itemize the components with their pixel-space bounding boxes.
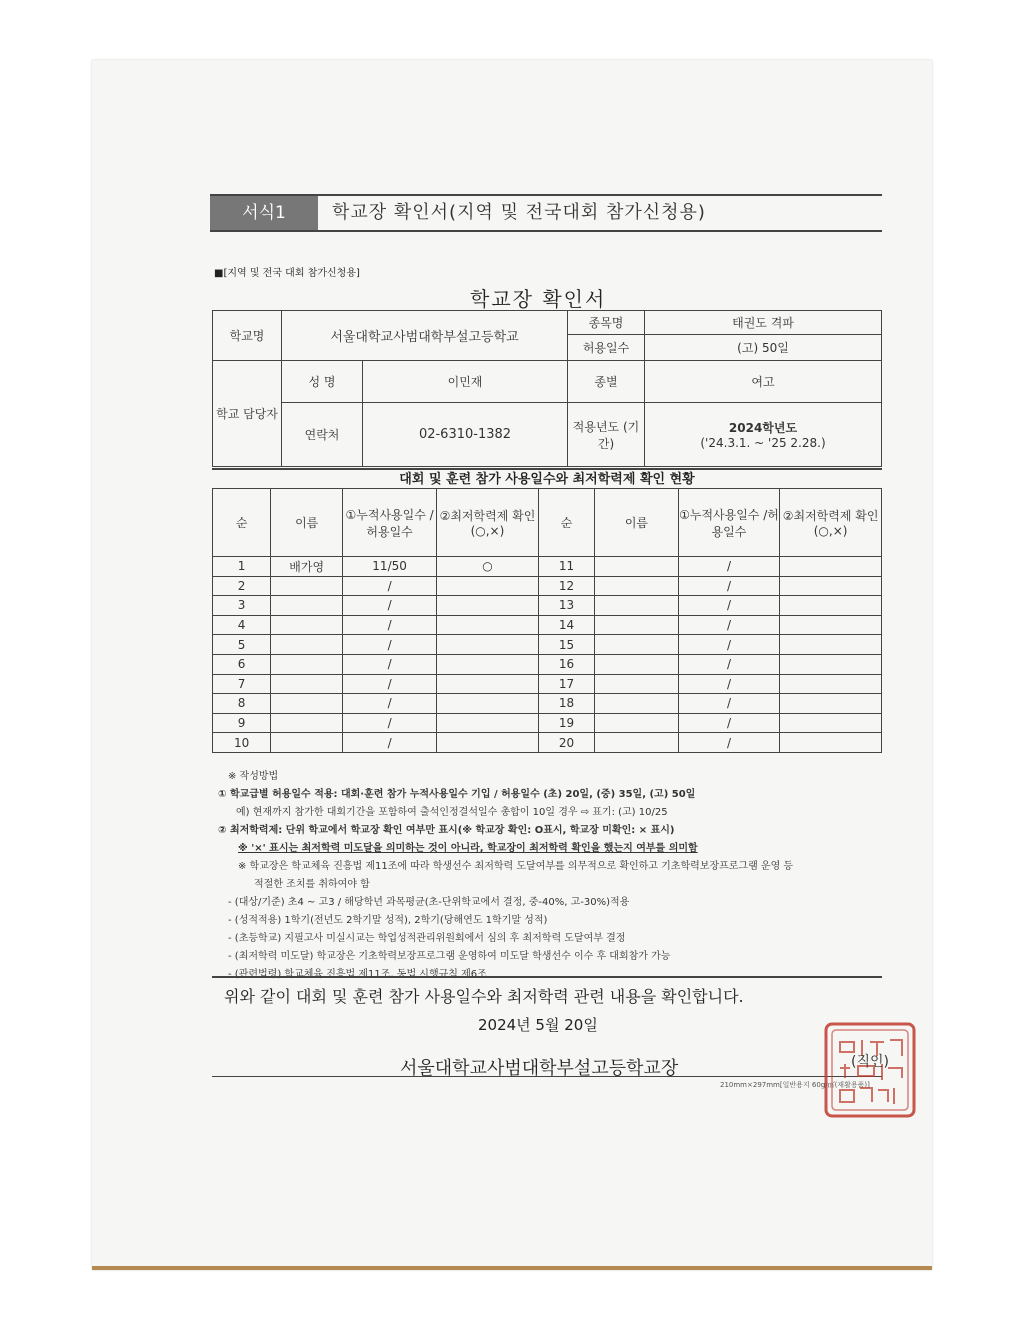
detail-3: - (초등학교) 지필고사 미실시교는 학업성적관리위원회에서 심의 후 최저학력 도달여부 결정: [228, 933, 626, 944]
status-cell: [437, 596, 539, 616]
status-cell: /: [678, 674, 779, 694]
status-cell: 배가영: [271, 557, 343, 577]
year-value: 2024학년도: [728, 421, 798, 435]
status-cell: 7: [213, 674, 271, 694]
status-cell: [271, 654, 343, 674]
status-cell: /: [678, 733, 779, 753]
status-row: [213, 596, 882, 616]
status-cell: /: [343, 596, 437, 616]
status-cell: 13: [538, 596, 594, 616]
event-label: 종목명: [568, 311, 645, 335]
status-cell: [271, 694, 343, 714]
status-cell: [780, 576, 882, 596]
status-cell: [595, 596, 679, 616]
detail-2: - (성적적용) 1학기(전년도 2학기말 성적), 2학기(당해연도 1학기말 성적): [228, 915, 548, 926]
note-1-example: 예) 현재까지 참가한 대회기간을 포함하여 출석인정결석일수 총합이 10일 경우 ⇨ 표기: (고) 10/25: [236, 807, 668, 818]
status-header-cell: ②최저학력제 확인(○,×): [437, 489, 539, 557]
confirmation-text: [212, 976, 882, 1007]
status-cell: /: [343, 674, 437, 694]
status-cell: [780, 733, 882, 753]
status-row: [213, 615, 882, 635]
status-cell: [437, 733, 539, 753]
status-cell: [595, 733, 679, 753]
status-cell: 12: [538, 576, 594, 596]
event-value: 태권도 격파: [645, 311, 882, 335]
school-label: 학교명: [213, 311, 282, 361]
instructions: [218, 768, 888, 984]
status-cell: 11: [538, 557, 594, 577]
status-cell: [271, 576, 343, 596]
status-header-cell: ②최저학력제 확인(○,×): [780, 489, 882, 557]
status-heading: 대회 및 훈련 참가 사용일수와 최저학력제 확인 현황: [212, 468, 882, 490]
instructions-title: ※ 작성방법: [228, 771, 279, 782]
issue-date: 2024년 5월 20일: [478, 1016, 598, 1034]
status-table-body: [213, 557, 882, 753]
allowed-days-value: (고) 50일: [645, 335, 882, 361]
school-seal-stamp: [822, 1020, 918, 1120]
status-cell: [595, 674, 679, 694]
status-cell: [271, 674, 343, 694]
contact-value: 02-6310-1382: [363, 403, 568, 467]
status-cell: [437, 654, 539, 674]
status-header-cell: 이름: [595, 489, 679, 557]
status-cell: [780, 674, 882, 694]
status-cell: 3: [213, 596, 271, 616]
status-cell: /: [678, 694, 779, 714]
status-row: [213, 557, 882, 577]
status-cell: [271, 713, 343, 733]
name-value: 이민재: [363, 361, 568, 403]
contact-label: 연락처: [282, 403, 363, 467]
status-cell: [595, 713, 679, 733]
status-cell: 17: [538, 674, 594, 694]
form-title: 학교장 확인서(지역 및 전국대회 참가신청용): [332, 202, 706, 223]
status-row: [213, 694, 882, 714]
status-cell: [595, 694, 679, 714]
year-label: 적용년도 (기간): [568, 403, 645, 467]
status-cell: [780, 635, 882, 655]
status-cell: 2: [213, 576, 271, 596]
manager-label: 학교 담당자: [213, 361, 282, 467]
status-cell: [780, 596, 882, 616]
status-header-cell: ①누적사용일수 /허용일수: [678, 489, 779, 557]
note-2-a: ※ '×' 표시는 최저학력 미도달을 의미하는 것이 아니라, 학교장이 최저학력 확인을 했는지 여부를 의미함: [238, 843, 698, 854]
seal-mark: (직인): [851, 1054, 889, 1070]
form-subtitle: ■[지역 및 전국 대회 참가신청용]: [214, 268, 360, 279]
status-header-cell: 이름: [271, 489, 343, 557]
status-cell: /: [678, 557, 779, 577]
status-cell: [595, 615, 679, 635]
note-2-c: 적절한 조치를 취하여야 함: [254, 879, 370, 890]
note-1: ① 학교급별 허용일수 적용: 대회·훈련 참가 누적사용일수 기입 / 허용일수 (초) 20일, (중) 35일, (고) 50일: [218, 789, 696, 800]
status-cell: /: [343, 576, 437, 596]
status-row: [213, 635, 882, 655]
year-period: ('24.3.1. ~ '25 2.28.): [700, 436, 826, 450]
status-cell: 8: [213, 694, 271, 714]
status-header-cell: 순: [213, 489, 271, 557]
status-cell: 5: [213, 635, 271, 655]
status-cell: [595, 635, 679, 655]
note-2-b: ※ 학교장은 학교체육 진흥법 제11조에 따라 학생선수 최저학력 도달여부를 의무적으로 확인하고 기초학력보장프로그램 운영 등: [238, 861, 794, 872]
category-label: 종별: [568, 361, 645, 403]
status-cell: [271, 635, 343, 655]
status-cell: [780, 615, 882, 635]
detail-5: - (관련법령) 학교체육 진흥법 제11조, 동법 시행규칙 제6조: [228, 969, 487, 980]
footer-divider: [212, 1076, 882, 1077]
principal-title: 서울대학교사범대학부설고등학교장: [400, 1058, 679, 1079]
status-cell: /: [343, 654, 437, 674]
status-cell: [437, 576, 539, 596]
status-row: [213, 654, 882, 674]
status-cell: 16: [538, 654, 594, 674]
status-cell: /: [678, 615, 779, 635]
status-cell: [437, 694, 539, 714]
status-header-cell: 순: [538, 489, 594, 557]
status-cell: 15: [538, 635, 594, 655]
form-header-bar: [210, 194, 882, 232]
status-cell: [437, 713, 539, 733]
paper-spec: 210mm×297mm[일반용지 60g/㎡(재활용품)]: [720, 1081, 870, 1089]
status-cell: 20: [538, 733, 594, 753]
status-cell: /: [678, 596, 779, 616]
status-cell: [271, 615, 343, 635]
status-cell: 6: [213, 654, 271, 674]
form-tag: 서식1: [210, 196, 318, 230]
status-cell: [780, 557, 882, 577]
status-row: [213, 576, 882, 596]
status-cell: /: [343, 615, 437, 635]
status-cell: [595, 576, 679, 596]
status-cell: /: [343, 733, 437, 753]
status-cell: 10: [213, 733, 271, 753]
allowed-days-label: 허용일수: [568, 335, 645, 361]
status-cell: ○: [437, 557, 539, 577]
status-cell: /: [678, 576, 779, 596]
status-cell: [271, 733, 343, 753]
status-row: [213, 713, 882, 733]
status-cell: 9: [213, 713, 271, 733]
status-cell: [437, 674, 539, 694]
status-cell: /: [343, 713, 437, 733]
status-cell: 19: [538, 713, 594, 733]
school-value: 서울대학교사범대학부설고등학교: [282, 311, 568, 361]
info-table: [212, 310, 882, 467]
status-cell: [595, 557, 679, 577]
status-cell: [780, 694, 882, 714]
status-cell: 1: [213, 557, 271, 577]
status-cell: [780, 713, 882, 733]
status-cell: /: [678, 635, 779, 655]
status-row: [213, 674, 882, 694]
status-header-row: [213, 489, 882, 557]
status-cell: /: [343, 694, 437, 714]
status-cell: 14: [538, 615, 594, 635]
status-cell: 4: [213, 615, 271, 635]
status-cell: /: [678, 654, 779, 674]
category-value: 여고: [645, 361, 882, 403]
detail-4: - (최저학력 미도달) 학교장은 기초학력보장프로그램 운영하여 미도달 학생선수 이수 후 대회참가 가능: [228, 951, 671, 962]
status-row: [213, 733, 882, 753]
status-header-cell: ①누적사용일수 /허용일수: [343, 489, 437, 557]
status-cell: [437, 635, 539, 655]
name-label: 성 명: [282, 361, 363, 403]
status-cell: [780, 654, 882, 674]
confirmation-sentence: 위와 같이 대회 및 훈련 참가 사용일수와 최저학력 관련 내용을 확인합니다.: [224, 987, 744, 1006]
status-cell: /: [343, 635, 437, 655]
document-title: 학교장 확인서: [470, 287, 607, 311]
detail-1: - (대상/기준) 초4 ~ 고3 / 해당학년 과목평균(초-단위학교에서 결정, 중-40%, 고-30%)적용: [228, 897, 630, 908]
note-2: ② 최저학력제: 단위 학교에서 학교장 확인 여부만 표시(※ 학교장 확인: O표시, 학교장 미확인: × 표시): [218, 825, 675, 836]
status-cell: [437, 615, 539, 635]
status-table: [212, 488, 882, 753]
status-cell: [595, 654, 679, 674]
status-cell: 18: [538, 694, 594, 714]
status-cell: [271, 596, 343, 616]
year-cell: [645, 403, 882, 467]
status-cell: /: [678, 713, 779, 733]
status-cell: 11/50: [343, 557, 437, 577]
